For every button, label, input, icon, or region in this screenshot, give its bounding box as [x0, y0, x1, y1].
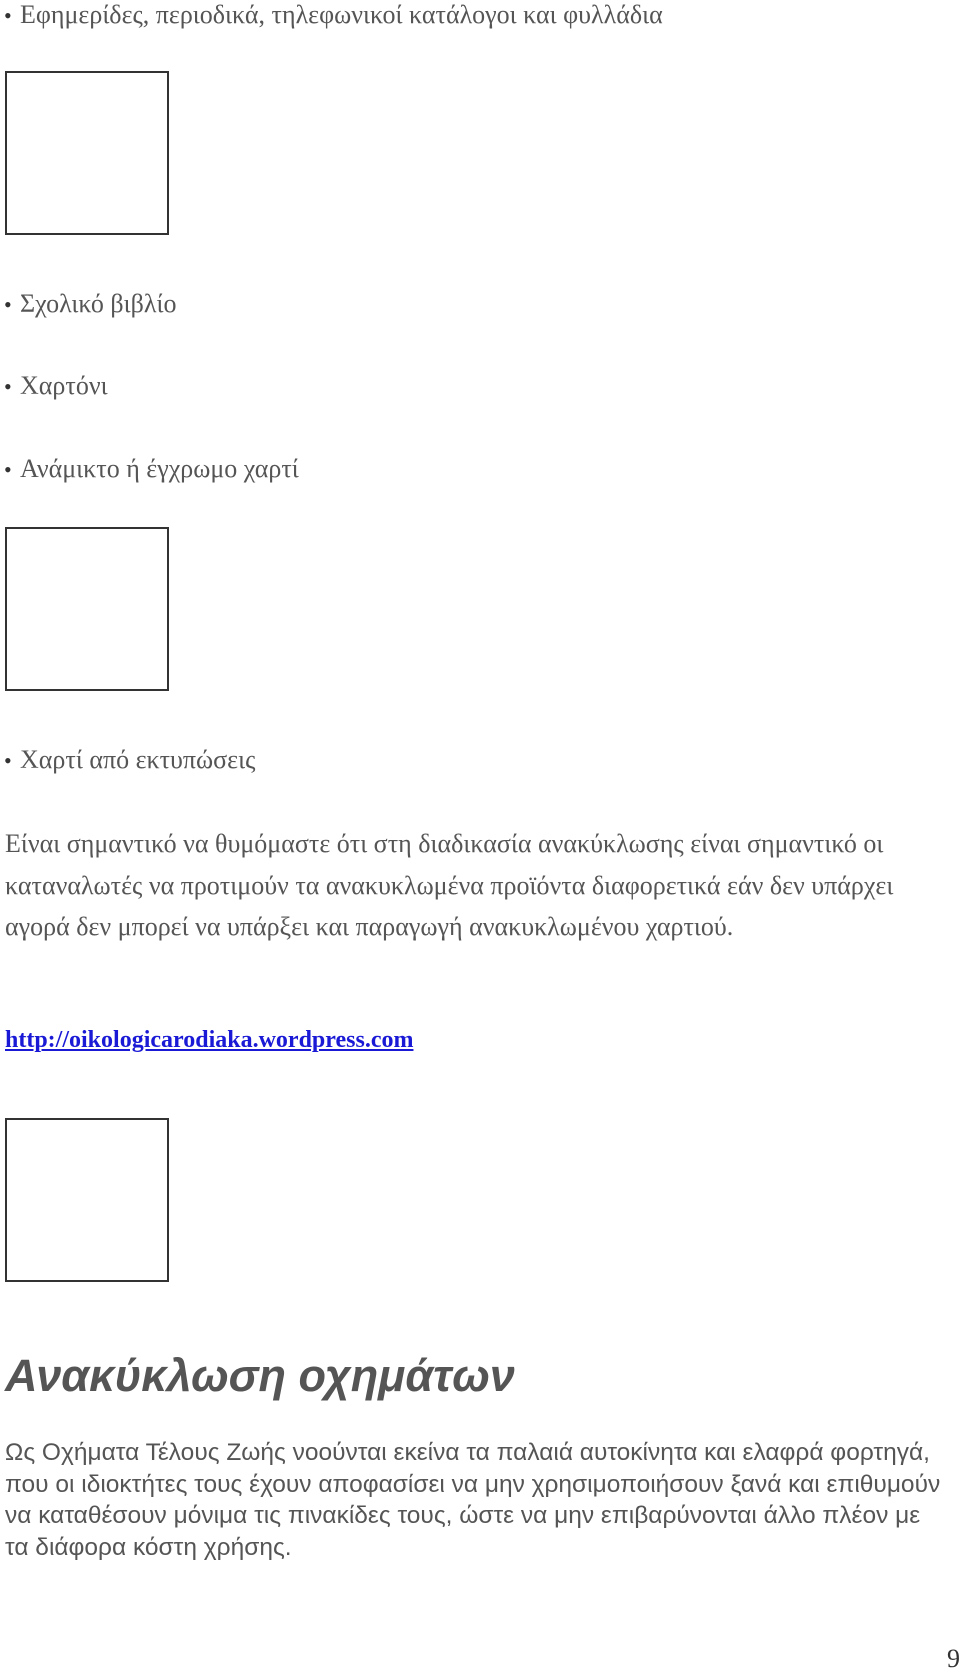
- list-item: [4, 0, 663, 31]
- body-paragraph: Είναι σημαντικό να θυμόμαστε ότι στη διαδικασία ανακύκλωσης είναι σημαντικό οι καταναλωτές να προτιμούν τα ανακυκλωμένα προϊόντα διαφορετικά εάν δεν υπάρχει αγορά δεν μπορεί να υπάρξει και παραγωγή ανακυκλωμένου χαρτιού.: [5, 829, 894, 941]
- website-link[interactable]: http://oikologicarodiaka.wordpress.com: [5, 1027, 414, 1053]
- list-item: [4, 745, 255, 776]
- image-placeholder: [5, 1118, 169, 1282]
- bullet-dot: •: [4, 457, 12, 482]
- bullet-dot: •: [4, 292, 12, 317]
- list-item: [4, 454, 299, 485]
- list-item-text: Εφημερίδες, περιοδικά, τηλεφωνικοί κατάλογοι και φυλλάδια: [20, 0, 663, 29]
- bullet-dot: •: [4, 374, 12, 399]
- section-heading: Ανακύκλωση οχημάτων: [5, 1350, 515, 1401]
- list-item-text: Σχολικό βιβλίο: [20, 289, 177, 318]
- list-item: [4, 371, 108, 402]
- list-item: [4, 289, 176, 320]
- list-item-text: Ανάμικτο ή έγχρωμο χαρτί: [20, 454, 299, 483]
- list-item-text: Χαρτί από εκτυπώσεις: [20, 745, 256, 774]
- image-placeholder: [5, 527, 169, 691]
- bullet-dot: •: [4, 3, 12, 28]
- image-placeholder: [5, 71, 169, 235]
- section-paragraph: Ως Οχήματα Τέλους Ζωής νοούνται εκείνα τα παλαιά αυτοκίνητα και ελαφρά φορτηγά, που οι ιδιοκτήτες τους έχουν αποφασίσει να μην χρησιμοποιήσουν ξανά και επιθυμούν να καταθέσουν μόνιμα τις πινακίδες τους, ώστε να μην επιβαρύνονται άλλο πλέον με τα διάφορα κόστη χρήσης.: [5, 1439, 941, 1561]
- bullet-dot: •: [4, 748, 12, 773]
- page-number: 9: [947, 1644, 960, 1673]
- list-item-text: Χαρτόνι: [20, 371, 108, 400]
